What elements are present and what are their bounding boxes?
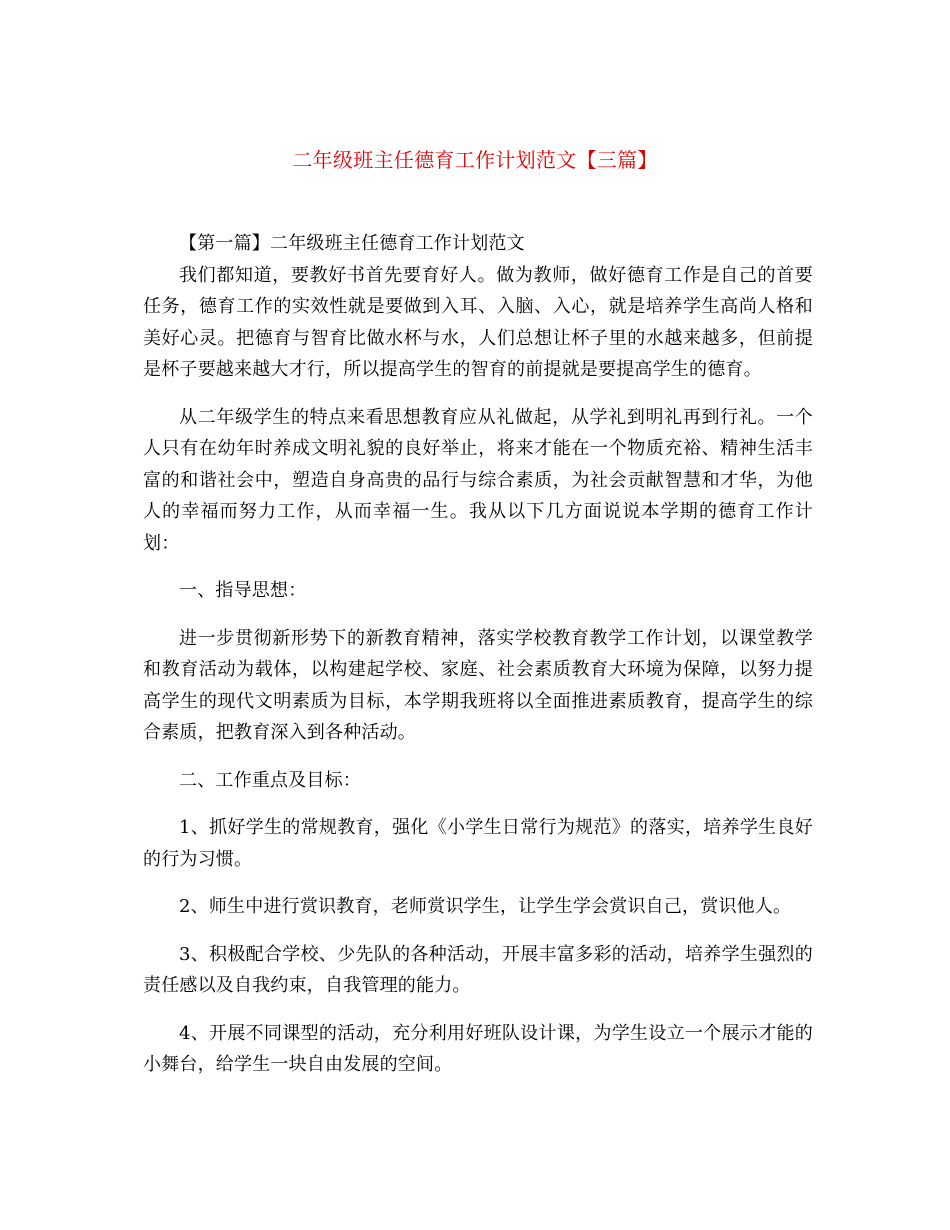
list-item-3: 3、积极配合学校、少先队的各种活动，开展丰富多彩的活动，培养学生强烈的责任感以及自我约束，自我管理的能力。 <box>143 943 813 996</box>
list-item-4: 4、开展不同课型的活动，充分利用好班队设计课，为学生设立一个展示才能的小舞台，给学生一块自由发展的空间。 <box>143 1022 813 1075</box>
document-body <box>143 228 813 1081</box>
paragraph-intro: 我们都知道，要教好书首先要育好人。做为教师，做好德育工作是自己的首要任务，德育工作的实效性就是要做到入耳、入脑、入心，就是培养学生高尚人格和美好心灵。把德育与智育比做水杯与水，人们总想让杯子里的水越来越多，但前提是杯子要越来越大才行，所以提高学生的智育的前提就是要提高学生的德育。 <box>143 264 813 380</box>
heading-guiding-thought: 一、指导思想： <box>179 580 307 601</box>
paragraph-manners: 从二年级学生的特点来看思想教育应从礼做起，从学礼到明礼再到行礼。一个人只有在幼年时养成文明礼貌的良好举止，将来才能在一个物质充裕、精神生活丰富的和谐社会中，塑造自身高贵的品行与综合素质，为社会贡献智慧和才华，为他人的幸福而努力工作，从而幸福一生。我从以下几方面说说本学期的德育工作计划： <box>143 406 813 554</box>
list-item-2: 2、师生中进行赏识教育，老师赏识学生，让学生学会赏识自己，赏识他人。 <box>179 896 792 917</box>
heading-work-focus: 二、工作重点及目标： <box>179 769 361 791</box>
document-title: 二年级班主任德育工作计划范文【三篇】 <box>292 148 658 172</box>
paragraph-guiding-thought: 进一步贯彻新形势下的新教育精神，落实学校教育教学工作计划，以课堂教学和教育活动为载体，以构建起学校、家庭、社会素质教育大环境为保障，以努力提高学生的现代文明素质为目标，本学期我班将以全面推进素质教育，提高学生的综合素质，把教育深入到各种活动。 <box>143 627 813 743</box>
section-heading: 【第一篇】二年级班主任德育工作计划范文 <box>179 233 525 254</box>
list-item-1: 1、抓好学生的常规教育，强化《小学生日常行为规范》的落实，培养学生良好的行为习惯。 <box>143 817 813 870</box>
